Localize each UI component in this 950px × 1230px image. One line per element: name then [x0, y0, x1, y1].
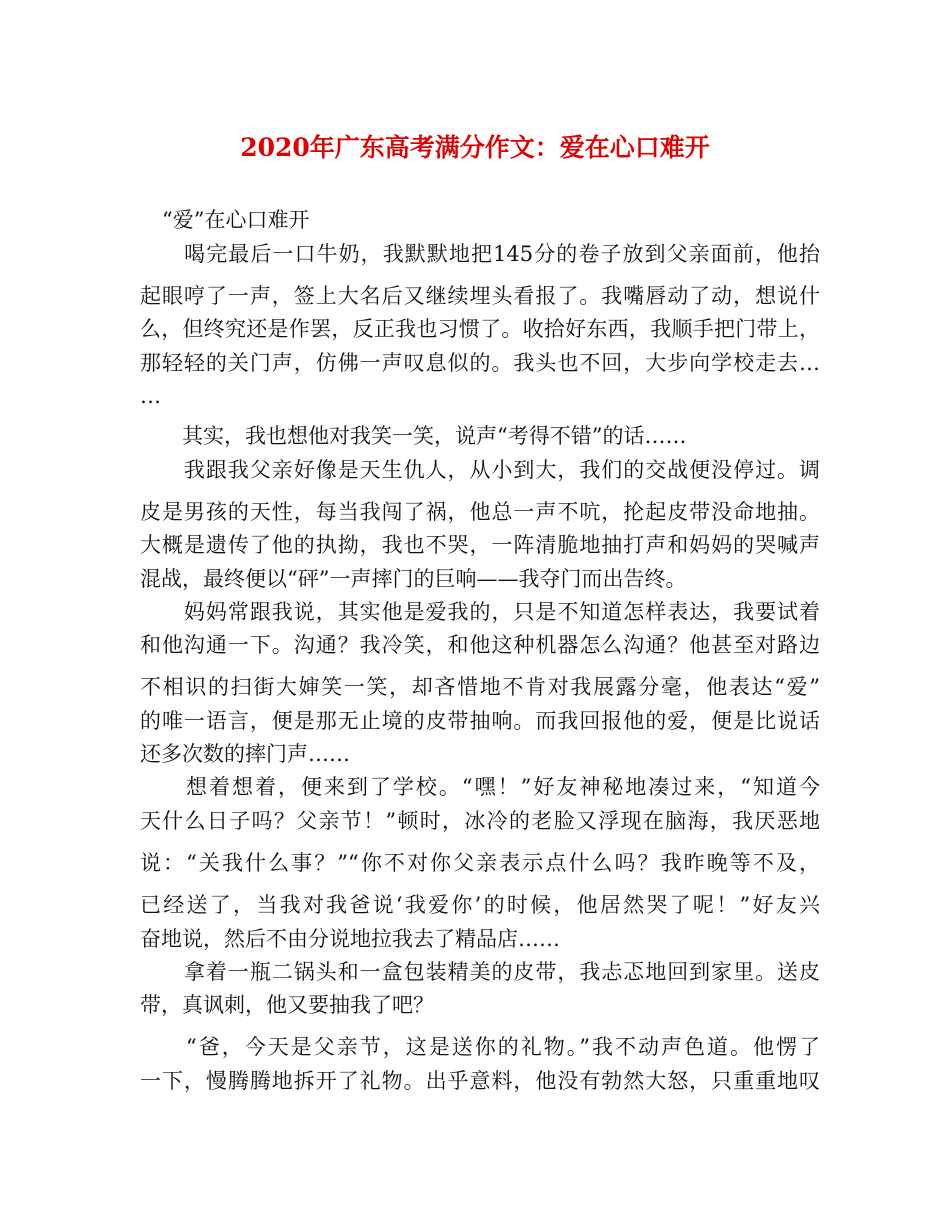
text-line: …: [140, 384, 161, 408]
text-line: 想着想着，便来到了学校。“嘿！”好友神秘地凑过来，“知道今: [140, 775, 820, 799]
text-line: 的唯一语言，便是那无止境的皮带抽响。而我回报他的爱，便是比说话: [140, 709, 820, 733]
text-line: 大概是遗传了他的执拗，我也不哭，一阵清脆地抽打声和妈妈的哭喊声: [140, 533, 820, 557]
document-title: 2020年广东高考满分作文：爱在心口难开: [240, 133, 710, 162]
text-line: 起眼哼了一声，签上大名后又继续埋头看报了。我嘴唇动了动，想说什: [140, 284, 820, 308]
text-line: 混战，最终便以“砰”一声摔门的巨响——我夺门而出告终。: [140, 567, 687, 591]
text-line: 一下，慢腾腾地拆开了礼物。出乎意料，他没有勃然大怒，只重重地叹: [140, 1069, 820, 1093]
text-line: 不相识的扫街大婶笑一笑，却吝惜地不肯对我展露分毫，他表达“爱”: [140, 675, 820, 699]
text-line: 和他沟通一下。沟通？我冷笑，和他这种机器怎么沟通？他甚至对路边: [140, 633, 820, 657]
text-line: 么，但终究还是作罢，反正我也习惯了。收拾好东西，我顺手把门带上，: [140, 317, 820, 341]
text-line: 奋地说，然后不由分说地拉我去了精品店……: [140, 927, 560, 951]
essay-subtitle: “爱”在心口难开: [162, 208, 310, 232]
text-line: 那轻轻的关门声，仿佛一声叹息似的。我头也不回，大步向学校走去…: [140, 351, 820, 375]
text-line: 拿着一瓶二锅头和一盒包装精美的皮带，我忐忑地回到家里。送皮: [140, 960, 820, 984]
text-line: 带，真讽刺，他又要抽我了吧？: [140, 993, 434, 1017]
text-line: 已经送了，当我对我爸说‘我爱你’的时候，他居然哭了呢！”好友兴: [140, 893, 820, 917]
text-line: 天什么日子吗？父亲节！”顿时，冰冷的老脸又浮现在脑海，我厌恶地: [140, 809, 820, 833]
text-line: 喝完最后一口牛奶，我默默地把145分的卷子放到父亲面前，他抬: [140, 242, 820, 266]
text-line: 其实，我也想他对我笑一笑，说声“考得不错”的话……: [140, 424, 687, 448]
text-line: 说：“关我什么事？”“你不对你父亲表示点什么吗？我昨晚等不及，: [140, 851, 820, 875]
text-line: “爸，今天是父亲节，这是送你的礼物。”我不动声色道。他愣了: [140, 1035, 820, 1059]
text-line: 妈妈常跟我说，其实他是爱我的，只是不知道怎样表达，我要试着: [140, 600, 820, 624]
text-line: 我跟我父亲好像是天生仇人，从小到大，我们的交战便没停过。调: [140, 458, 820, 482]
text-line: 皮是男孩的天性，每当我闯了祸，他总一声不吭，抡起皮带没命地抽。: [140, 500, 820, 524]
text-line: 还多次数的摔门声……: [140, 742, 350, 766]
